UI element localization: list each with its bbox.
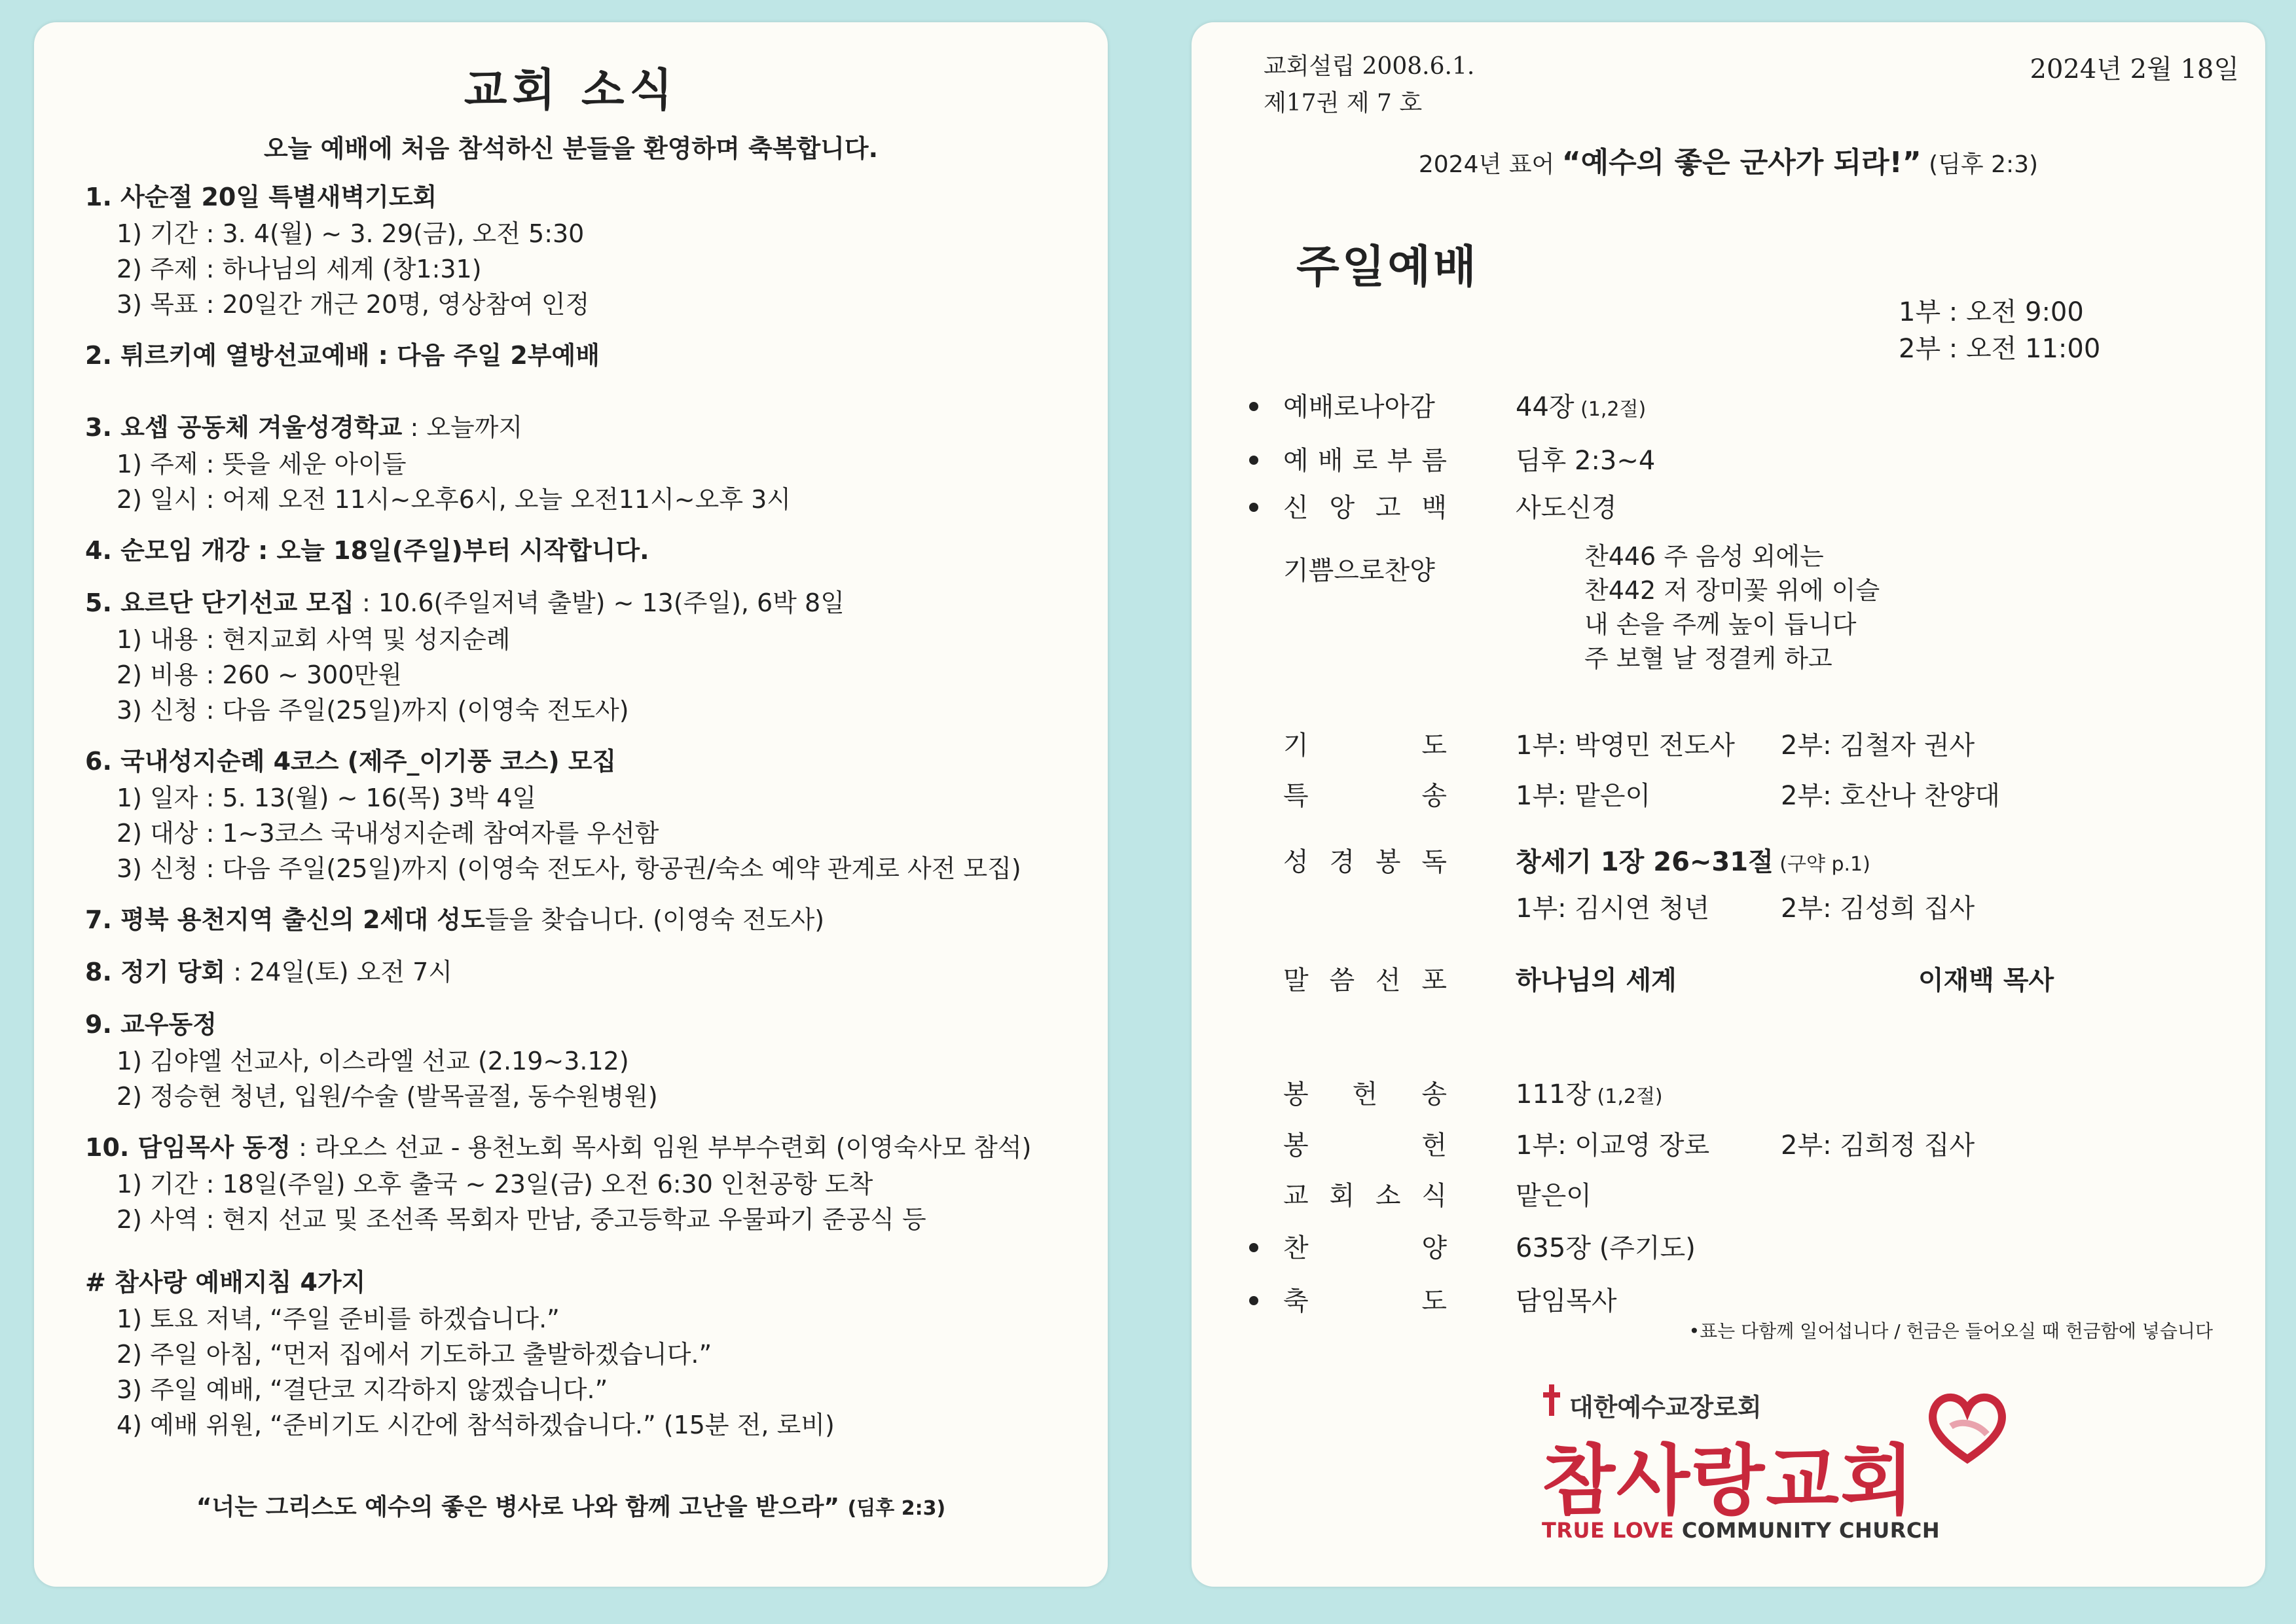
church-logo (1542, 1380, 2013, 1564)
order-value: 635장 (주기도) (1516, 1233, 1696, 1263)
footnote: •표는 다함께 일어섭니다 / 헌금은 들어오실 때 헌금함에 넣습니다 (1688, 1320, 2213, 1342)
church-name: 참사랑교회 (1542, 1437, 1916, 1525)
news-detail: 1) 기간 : 18일(주일) 오후 출국 ~ 23일(금) 오전 6:30 인천공항 도착 (117, 1170, 873, 1199)
order-label: 축 도 (1283, 1286, 1447, 1316)
order-row (1192, 1229, 2265, 1268)
news-list (85, 178, 1093, 1457)
order-row (1192, 776, 2265, 816)
news-title: 교회 소식 (464, 65, 678, 117)
order-label: 신 앙 고 백 (1283, 493, 1447, 523)
order-row (1192, 842, 2265, 882)
news-heading: 10. 담임목사 동정 : 라오스 선교 - 용천노회 목사회 임원 부부수련회 (이영숙사모 참석) (85, 1133, 1032, 1162)
order-label: 기쁨으로찬양 (1283, 556, 1435, 586)
worship-order-page (1192, 22, 2265, 1587)
news-detail: 2) 정승현 청년, 입원/수술 (발목골절, 동수원병원) (117, 1082, 658, 1111)
order-row (1192, 1075, 2265, 1114)
order-value-2: 2부: 김철자 권사 (1781, 731, 1975, 761)
news-heading: 8. 정기 당회 : 24일(토) 오전 7시 (85, 958, 453, 986)
order-row (1192, 1282, 2265, 1321)
stand-marker (1249, 402, 1258, 411)
order-value-2: 2부: 김성희 집사 (1781, 893, 1975, 924)
news-item (85, 953, 1093, 991)
praise-songs (1584, 539, 1880, 676)
news-heading: 7. 평북 용천지역 출신의 2세대 성도들을 찾습니다. (이영숙 전도사) (85, 905, 825, 934)
news-heading: 1. 사순절 20일 특별새벽기도회 (85, 183, 437, 211)
welcome-message: 오늘 예배에 처음 참석하신 분들을 환영하며 축복합니다. (263, 134, 879, 163)
news-heading: # 참사랑 예배지침 4가지 (85, 1268, 366, 1297)
news-item (85, 532, 1093, 569)
news-item (85, 901, 1093, 939)
established-date: 교회설립 2008.6.1. (1264, 53, 1475, 80)
verse-reference: (딤후 2:3) (847, 1497, 946, 1520)
order-label: 예 배 로 부 름 (1283, 446, 1447, 476)
service-time-2: 2부 : 오전 11:00 (1899, 334, 2101, 364)
song: 찬446 주 음성 외에는 (1584, 542, 1824, 571)
news-heading: 3. 요셉 공동체 겨울성경학교 : 오늘까지 (85, 413, 523, 442)
order-row (1192, 961, 2265, 1000)
order-value: 1부: 박영민 전도사 (1516, 731, 1735, 761)
order-label: 예배로나아감 (1283, 392, 1435, 422)
order-value: 111장 (1,2절) (1516, 1079, 1663, 1110)
volume-number: 제17권 제 7 호 (1264, 90, 1423, 117)
order-value: 창세기 1장 26~31절 (구약 p.1) (1516, 847, 1870, 877)
order-value-2: 2부: 호산나 찬양대 (1781, 781, 2000, 811)
news-item (85, 1005, 1093, 1114)
stand-marker (1249, 1243, 1258, 1252)
news-heading: 6. 국내성지순례 4코스 (제주_이기풍 코스) 모집 (85, 747, 617, 776)
order-label: 기 도 (1283, 731, 1447, 761)
heart-icon (1925, 1387, 2010, 1466)
news-detail: 3) 신청 : 다음 주일(25일)까지 (이영숙 전도사, 항공권/숙소 예약 관계로 사전 모집) (117, 854, 1021, 883)
order-label: 말 씀 선 포 (1283, 965, 1447, 996)
worship-title: 주일예배 (1296, 242, 1479, 293)
news-detail: 2) 대상 : 1~3코스 국내성지순례 참여자를 우선함 (117, 819, 659, 848)
stand-marker (1249, 456, 1258, 465)
stand-marker (1249, 1296, 1258, 1305)
order-row (1192, 1126, 2265, 1165)
order-value: 담임목사 (1516, 1286, 1617, 1316)
news-heading: 9. 교우동정 (85, 1010, 217, 1039)
sermon-title: 하나님의 세계 (1516, 965, 1677, 996)
motto-prefix: 2024년 표어 (1418, 151, 1555, 178)
news-item (85, 408, 1093, 517)
guideline: 3) 주일 예배, “결단코 지각하지 않겠습니다.” (117, 1375, 608, 1404)
order-row (1192, 726, 2265, 765)
preacher: 이재백 목사 (1918, 965, 2054, 996)
order-row (1192, 889, 2265, 928)
news-detail: 1) 일자 : 5. 13(월) ~ 16(목) 3박 4일 (117, 784, 537, 812)
news-detail: 1) 주제 : 뜻을 세운 아이들 (117, 450, 407, 478)
order-value: 사도신경 (1516, 493, 1617, 523)
order-row (1192, 441, 2265, 480)
guideline: 4) 예배 위원, “준비기도 시간에 참석하겠습니다.” (15분 전, 로비) (117, 1411, 835, 1439)
order-value: 1부: 맡은이 (1516, 781, 1651, 811)
order-value-2: 2부: 김희정 집사 (1781, 1130, 1975, 1161)
bulletin-info (1264, 48, 1474, 122)
service-times (1899, 294, 2100, 367)
motto-text: “예수의 좋은 군사가 되라!” (1561, 146, 1922, 179)
church-news-page (34, 22, 1108, 1587)
news-detail: 2) 주제 : 하나님의 세계 (창1:31) (117, 255, 482, 283)
order-row (1192, 488, 2265, 528)
news-detail: 1) 내용 : 현지교회 사역 및 성지순례 (117, 625, 511, 654)
year-motto (1192, 139, 2265, 181)
motto-reference: (딤후 2:3) (1929, 151, 2039, 178)
song: 찬442 저 장미꽃 위에 이슬 (1584, 576, 1880, 605)
church-english-name: TRUE LOVE COMMUNITY CHURCH (1542, 1518, 1941, 1543)
order-label: 성 경 봉 독 (1283, 847, 1447, 877)
cross-icon (1542, 1384, 1561, 1416)
order-label: 찬 양 (1283, 1233, 1447, 1263)
song: 내 손을 주께 높이 듭니다 (1584, 610, 1857, 639)
guideline: 1) 토요 저녁, “주일 준비를 하겠습니다.” (117, 1305, 560, 1333)
order-label: 교 회 소 식 (1283, 1181, 1447, 1211)
denomination: 대한예수교장로회 (1569, 1393, 1762, 1422)
order-label: 특 송 (1283, 781, 1447, 811)
order-value: 44장 (1,2절) (1516, 392, 1647, 422)
news-detail: 2) 비용 : 260 ~ 300만원 (117, 660, 402, 689)
news-heading: 4. 순모임 개강 : 오늘 18일(주일)부터 시작합니다. (85, 536, 649, 565)
news-detail: 3) 목표 : 20일간 개근 20명, 영상참여 인정 (117, 290, 590, 319)
news-detail: 1) 김야엘 선교사, 이스라엘 선교 (2.19~3.12) (117, 1047, 629, 1075)
news-item (85, 584, 1093, 728)
news-item (85, 178, 1093, 322)
news-item (85, 742, 1093, 886)
news-detail: 1) 기간 : 3. 4(월) ~ 3. 29(금), 오전 5:30 (117, 219, 585, 248)
order-value: 맡은이 (1516, 1181, 1592, 1211)
worship-guidelines (85, 1263, 1093, 1443)
closing-verse (34, 1489, 1108, 1522)
stand-marker (1249, 503, 1258, 512)
order-label: 봉 헌 (1283, 1130, 1447, 1161)
order-value: 1부: 이교영 장로 (1516, 1130, 1710, 1161)
order-value: 딤후 2:3~4 (1516, 446, 1656, 476)
service-time-1: 1부 : 오전 9:00 (1899, 297, 2084, 327)
news-heading: 2. 튀르키예 열방선교예배 : 다음 주일 2부예배 (85, 341, 600, 370)
verse-text: “너는 그리스도 예수의 좋은 병사로 나와 함께 고난을 받으라” (196, 1494, 840, 1521)
news-item (85, 336, 1093, 374)
order-value: 1부: 김시연 청년 (1516, 893, 1710, 924)
order-label: 봉 헌 송 (1283, 1079, 1447, 1110)
song: 주 보혈 날 정결케 하고 (1584, 644, 1832, 673)
order-row (1192, 1176, 2265, 1216)
news-detail: 3) 신청 : 다음 주일(25일)까지 (이영숙 전도사) (117, 696, 629, 725)
guideline: 2) 주일 아침, “먼저 집에서 기도하고 출발하겠습니다.” (117, 1340, 712, 1369)
bulletin-date: 2024년 2월 18일 (2030, 54, 2239, 84)
news-heading: 5. 요르단 단기선교 모집 : 10.6(주일저녁 출발) ~ 13(주일), 6박 8일 (85, 588, 845, 617)
news-detail: 2) 사역 : 현지 선교 및 조선족 목회자 만남, 중고등학교 우물파기 준공식 등 (117, 1205, 926, 1234)
news-item (85, 1128, 1093, 1237)
order-row (1192, 388, 2265, 427)
news-detail: 2) 일시 : 어제 오전 11시~오후6시, 오늘 오전11시~오후 3시 (117, 485, 792, 514)
